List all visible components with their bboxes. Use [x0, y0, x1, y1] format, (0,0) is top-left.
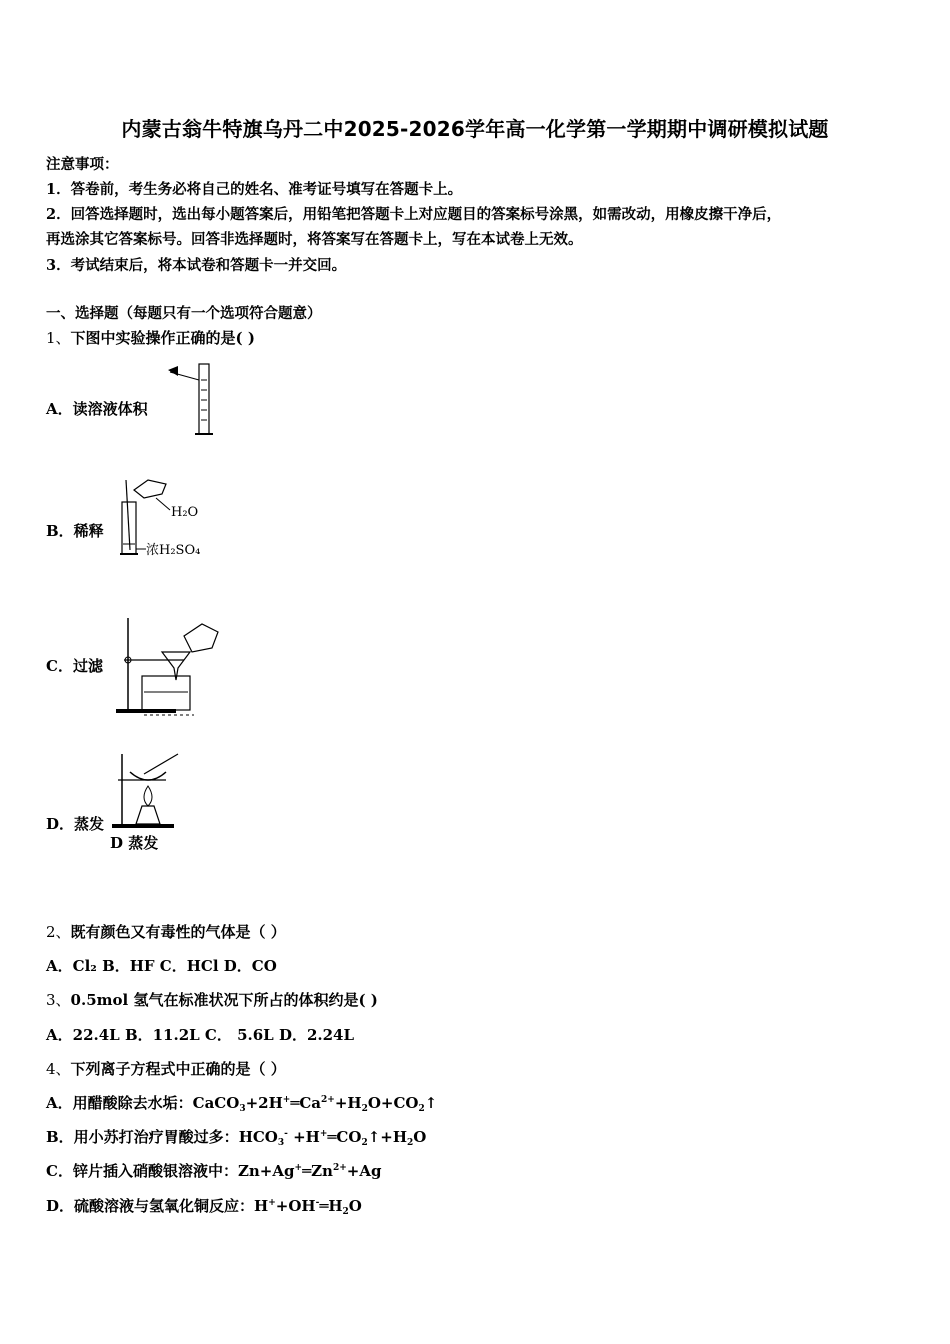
- water-label: H₂O: [171, 505, 199, 520]
- question-2-stem: 既有颜色又有毒性的气体是（ ）: [70, 923, 286, 941]
- section-heading: 一、选择题（每题只有一个选项符合题意）: [46, 305, 322, 322]
- notes-item-2-line-2: 再选涂其它答案标号。回答非选择题时，将答案写在答题卡上，写在本试卷上无效。: [46, 231, 583, 248]
- cylinder-body: [199, 364, 209, 434]
- dilution-figure: [114, 474, 214, 564]
- question-3-number: 3、: [46, 991, 71, 1009]
- question-1-option-c: C．过滤: [46, 657, 103, 675]
- question-4-option-d: D．硫酸溶液与氢氧化铜反应：$H^++OH^-═H_2O$: [46, 1197, 362, 1217]
- question-1-number: 1、: [46, 329, 71, 347]
- eye-icon: [168, 366, 178, 376]
- question-4-stem: 下列离子方程式中正确的是（ ）: [70, 1060, 286, 1078]
- alcohol-lamp: [136, 806, 160, 824]
- sulfuric-acid-label: 浓H₂SO₄: [146, 543, 201, 558]
- notes-item-2-line-1: 2．回答选择题时，选出每小题答案后，用铅笔把答题卡上对应题目的答案标号涂黑，如需改动，用橡皮擦干净后，: [46, 206, 782, 223]
- question-4: [46, 1058, 286, 1079]
- beaker-pouring: [134, 480, 166, 498]
- beaker: [142, 676, 190, 710]
- notes-item-1: 1．答卷前，考生务必将自己的姓名、准考证号填写在答题卡上。: [46, 181, 463, 198]
- notes-heading: 注意事项：: [46, 156, 119, 173]
- question-3-options: A．22.4L B．11.2L C． 5.6L D．2.24L: [46, 1026, 355, 1044]
- question-4-option-b: B．用小苏打治疗胃酸过多：$HCO_3^-$ $+H^+═CO_2↑+H_2O$: [46, 1128, 427, 1148]
- flame: [144, 786, 152, 806]
- figure-d-caption: D 蒸发: [110, 834, 159, 852]
- graduated-cylinder-figure: [165, 360, 225, 440]
- question-4-option-c: C．锌片插入硝酸银溶液中：$Zn+Ag^+═Zn^{2+}+Ag$: [46, 1162, 382, 1180]
- evaporation-figure: [108, 750, 198, 858]
- notes-item-3: 3．考试结束后，将本试卷和答题卡一并交回。: [46, 257, 347, 274]
- question-2-options: A．Cl₂ B．HF C．HCl D．CO: [46, 957, 277, 975]
- question-1: [46, 327, 255, 348]
- question-2: [46, 921, 286, 942]
- evaporating-dish: [130, 772, 166, 780]
- question-3: [46, 989, 378, 1010]
- question-1-option-a: A．读溶液体积: [46, 400, 148, 418]
- question-4-number: 4、: [46, 1060, 71, 1078]
- glass-rod: [126, 480, 130, 550]
- page-title: 内蒙古翁牛特旗乌丹二中2025-2026学年高一化学第一学期期中调研模拟试题: [121, 117, 829, 141]
- question-1-option-b: B．稀释: [46, 522, 104, 540]
- pouring-beaker: [184, 624, 218, 652]
- question-3-stem: 0.5mol 氢气在标准状况下所占的体积约是( ): [70, 991, 378, 1009]
- filtration-figure: [114, 614, 224, 720]
- glass-rod: [144, 754, 178, 774]
- question-1-stem: 下图中实验操作正确的是( ): [70, 329, 255, 347]
- question-4-option-a: A．用醋酸除去水垢：$CaCO_3+2H^+═Ca^{2+}+H_2O+CO_2↑$: [46, 1094, 438, 1114]
- question-1-option-d: D．蒸发: [46, 815, 105, 833]
- question-2-number: 2、: [46, 923, 71, 941]
